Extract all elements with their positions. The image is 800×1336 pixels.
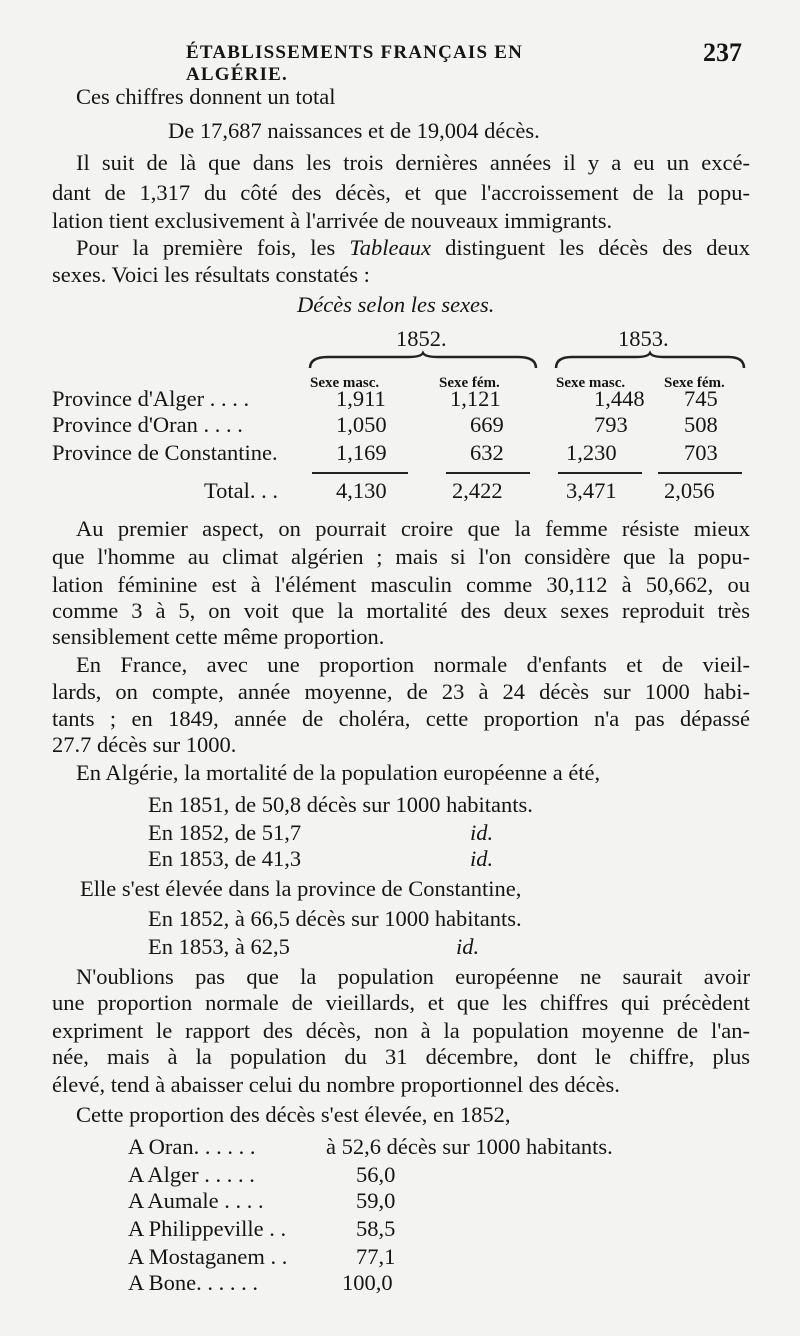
city-value: 100,0	[342, 1270, 393, 1295]
city-value: 56,0	[356, 1162, 396, 1187]
row-label: Province d'Oran . . . .	[52, 412, 243, 437]
table-cell: 745	[684, 386, 718, 411]
text-span: distinguent les décès des deux	[431, 235, 750, 260]
city-value: 58,5	[356, 1216, 396, 1241]
list-item: En 1852, à 66,5 décès sur 1000 habitants.	[148, 906, 522, 931]
text-line: lation féminine est à l'élément masculin comme 30,112 à 50,662, ou	[52, 572, 750, 597]
text-line: expriment le rapport des décès, non à la population moyenne de l'an-	[52, 1018, 750, 1043]
column-header: Sexe fém.	[664, 375, 725, 391]
text-line: De 17,687 naissances et de 19,004 décès.	[168, 118, 540, 143]
brace-1853	[554, 352, 746, 372]
table-cell: 1,050	[336, 412, 387, 437]
column-header: Sexe masc.	[310, 375, 380, 391]
year-heading: 1853.	[618, 326, 669, 351]
table-cell: 1,169	[336, 440, 387, 465]
text-line: Ces chiffres donnent un total	[76, 84, 336, 109]
city-label: A Oran. . . . . .	[128, 1134, 256, 1159]
text-line: 27.7 décès sur 1000.	[52, 732, 237, 757]
city-value: à 52,6 décès sur 1000 habitants.	[326, 1134, 613, 1159]
total-rule	[658, 472, 742, 474]
row-label: Province d'Alger . . . .	[52, 386, 250, 411]
city-label: A Aumale . . . .	[128, 1188, 264, 1213]
table-cell: 1,911	[336, 386, 386, 411]
text-line: que l'homme au climat algérien ; mais si l'on considère que la popu-	[52, 544, 750, 569]
column-header: Sexe masc.	[556, 375, 626, 391]
total-rule	[558, 472, 642, 474]
list-item-id: id.	[456, 934, 480, 959]
text-line: élevé, tend à abaisser celui du nombre proportionnel des décès.	[52, 1072, 620, 1097]
year-heading: 1852.	[396, 326, 447, 351]
table-cell: 4,130	[336, 478, 387, 503]
list-item: En 1851, de 50,8 décès sur 1000 habitants.	[148, 792, 533, 817]
text-line: tants ; en 1849, année de choléra, cette proportion n'a pas dépassé	[52, 706, 750, 731]
list-item-id: id.	[470, 820, 494, 845]
table-cell: 3,471	[566, 478, 617, 503]
text-line: lards, on compte, année moyenne, de 23 à 24 décès sur 1000 habi-	[52, 679, 750, 704]
city-label: A Bone. . . . . .	[128, 1270, 259, 1295]
list-item-id: id.	[470, 846, 494, 871]
table-cell: 2,056	[664, 478, 715, 503]
text-line: Cette proportion des décès s'est élevée, en 1852,	[76, 1102, 511, 1127]
text-line: sexes. Voici les résultats constatés :	[52, 262, 370, 287]
city-label: A Alger . . . . .	[128, 1162, 255, 1187]
table-cell: 1,230	[566, 440, 617, 465]
city-value: 77,1	[356, 1244, 396, 1269]
text-line: lation tient exclusivement à l'arrivée de nouveaux immigrants.	[52, 208, 613, 233]
italic-title: Tableaux	[349, 235, 432, 260]
table-cell: 508	[684, 412, 718, 437]
city-label: A Mostaganem . .	[128, 1244, 288, 1269]
list-item: En 1853, à 62,5	[148, 934, 290, 959]
text-line: En France, avec une proportion normale d'enfants et de vieil-	[76, 652, 750, 677]
total-rule	[312, 472, 408, 474]
page-number: 237	[703, 38, 742, 67]
text-line: dant de 1,317 du côté des décès, et que l'accroissement de la popu-	[52, 180, 750, 205]
list-item: En 1853, de 41,3	[148, 846, 302, 871]
table-cell: 1,448	[594, 386, 645, 411]
row-label: Province de Constantine.	[52, 440, 278, 465]
text-line: N'oublions pas que la population européenne ne saurait avoir	[76, 964, 750, 989]
city-label: A Philippeville . .	[128, 1216, 287, 1241]
text-line: sensiblement cette même proportion.	[52, 624, 385, 649]
table-cell: 793	[594, 412, 628, 437]
text-line: Il suit de là que dans les trois dernières années il y a eu un excé-	[76, 150, 750, 175]
text-span: Pour la première fois, les	[76, 235, 350, 260]
text-line: En Algérie, la mortalité de la population européenne a été,	[76, 760, 601, 785]
city-value: 59,0	[356, 1188, 396, 1213]
text-line: comme 3 à 5, on voit que la mortalité des deux sexes reproduit très	[52, 598, 750, 623]
table-cell: 1,121	[450, 386, 501, 411]
text-line: Au premier aspect, on pourrait croire que la femme résiste mieux	[76, 516, 750, 541]
table-cell: 669	[470, 412, 504, 437]
brace-1852	[308, 352, 538, 372]
table-cell: 632	[470, 440, 504, 465]
table-caption: Décès selon les sexes.	[297, 292, 495, 317]
column-header: Sexe fém.	[439, 375, 500, 391]
list-item: En 1852, de 51,7	[148, 820, 302, 845]
total-label: Total. . .	[204, 478, 279, 503]
table-cell: 2,422	[452, 478, 503, 503]
total-rule	[446, 472, 530, 474]
text-line: née, mais à la population du 31 décembre, dont le chiffre, plus	[52, 1044, 750, 1069]
text-line	[76, 235, 750, 261]
text-line: une proportion normale de vieillards, et que les chiffres qui précèdent	[52, 990, 750, 1015]
text-line: Elle s'est élevée dans la province de Constantine,	[80, 876, 522, 901]
running-header: ÉTABLISSEMENTS FRANÇAIS EN ALGÉRIE.	[186, 42, 524, 85]
table-cell: 703	[684, 440, 718, 465]
